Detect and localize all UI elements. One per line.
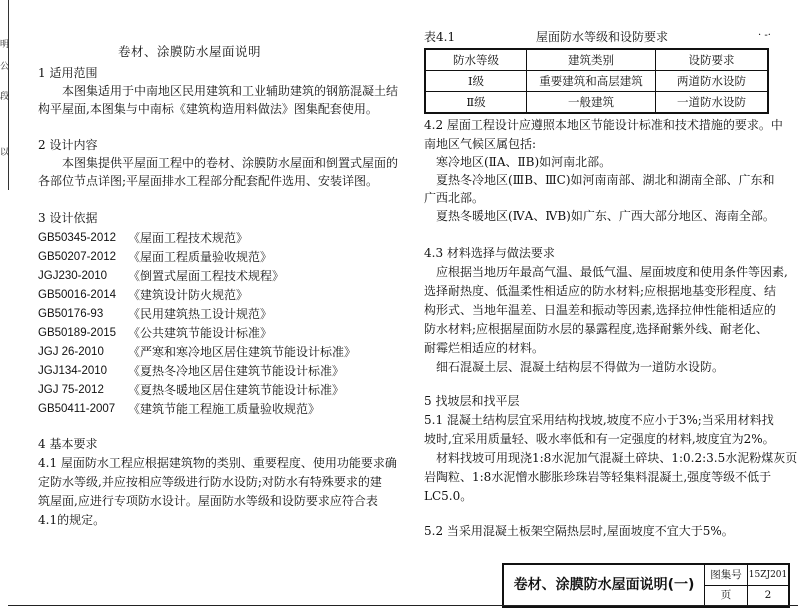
spec-code: JGJ 75-2012 [38, 384, 104, 396]
paragraph-line: 筑屋面,应进行专项防水设计。屋面防水等级和设防要求应符合表 [38, 494, 378, 508]
edge-mark: 公 [0, 62, 10, 72]
title-block-title: 卷材、涂膜防水屋面说明(一) [504, 565, 705, 606]
atlas-no-value: 15ZJ201 [748, 570, 788, 580]
section-heading: 4 基本要求 [38, 437, 98, 451]
paragraph-line: 选择耐热度、低温柔性相适应的防水材料;应根据地基变形程度、结 [424, 284, 777, 298]
spec-code: GB50176-93 [38, 308, 104, 320]
corner-mark: · -· [758, 30, 771, 41]
table-cell: Ⅰ级 [425, 71, 527, 92]
paragraph-line: 4.2 屋面工程设计应遵照本地区节能设计标准和技术措施的要求。中 [424, 118, 783, 132]
waterproof-grade-table [424, 48, 769, 114]
table-row [425, 71, 768, 92]
spec-code: JGJ230-2010 [38, 270, 108, 282]
paragraph-line: 5.1 混凝土结构层宜采用结构找坡,坡度不应小于3%;当采用材料找 [424, 413, 774, 427]
table-header: 设防要求 [656, 49, 769, 71]
paragraph-line: 寒冷地区(ⅡA、ⅡB)如河南北部。 [436, 155, 612, 169]
paragraph-line: 本图集适用于中南地区民用建筑和工业辅助建筑的钢筋混凝土结 [62, 84, 399, 98]
paragraph-line: 定防水等级,并应按相应等级进行防水设防;对防水有特殊要求的建 [38, 475, 382, 489]
frame-line [8, 605, 798, 606]
spec-name: 《民用建筑热工设计规范》 [128, 307, 273, 321]
paragraph-line: 坡时,宜采用质量轻、吸水率低和有一定强度的材料,坡度宜为2%。 [424, 432, 775, 446]
paragraph-line: 5.2 当采用混凝土板架空隔热层时,屋面坡度不宜大于5%。 [424, 524, 734, 538]
edge-mark: 明 [0, 40, 10, 50]
table-cell: Ⅱ级 [425, 92, 527, 114]
page-title: 卷材、涂膜防水屋面说明 [118, 44, 262, 59]
paragraph-line: 构平屋面,本图集与中南标《建筑构造用料做法》图集配套使用。 [38, 102, 378, 116]
spec-name: 《屋面工程质量验收规范》 [128, 250, 273, 264]
paragraph-line: 本图集提供平屋面工程中的卷材、涂膜防水屋面和倒置式屋面的 [62, 156, 399, 170]
page-number: 2 [764, 589, 772, 601]
paragraph-line: 构形式、当地年温差、日温差和振动等因素,选择拉伸性能相适应的 [424, 303, 776, 317]
table-caption-id: 表4.1 [424, 30, 456, 44]
paragraph-line: 应根据当地历年最高气温、最低气温、屋面坡度和使用条件等因素, [436, 265, 788, 279]
table-header: 防水等级 [425, 49, 527, 71]
table-caption-title: 屋面防水等级和设防要求 [536, 30, 669, 44]
section-heading: 5 找坡层和找平层 [424, 394, 520, 408]
spec-code: GB50016-2014 [38, 289, 117, 301]
section-heading: 1 适用范围 [38, 66, 98, 80]
paragraph-line: 细石混凝土层、混凝土结构层不得做为一道防水设防。 [436, 360, 725, 374]
paragraph-line: 广西北部。 [424, 191, 485, 205]
paragraph-line: 4.1的规定。 [38, 513, 106, 527]
table-header: 建筑类别 [527, 49, 656, 71]
section-heading: 2 设计内容 [38, 138, 98, 152]
paragraph-line: 材料找坡可用现浇1:8水泥加气混凝土碎块、1:0.2:3.5水泥粉煤灰页 [436, 451, 798, 465]
spec-code: GB50207-2012 [38, 251, 117, 263]
table-cell: 重要建筑和高层建筑 [527, 71, 656, 92]
spec-name: 《严寒和寒冷地区居住建筑节能设计标准》 [128, 345, 357, 359]
section-heading: 3 设计依据 [38, 211, 98, 225]
paragraph-line: 耐霉烂相适应的材料。 [424, 341, 545, 355]
paragraph-line: 夏热冬暖地区(ⅣA、ⅣB)如广东、广西大部分地区、海南全部。 [436, 209, 775, 223]
spec-code: GB50189-2015 [38, 327, 117, 339]
page-label: 页 [720, 589, 732, 601]
table-row [425, 92, 768, 114]
paragraph-line: 各部位节点详图;平屋面排水工程部分配套配件选用、安装详图。 [38, 174, 379, 188]
edge-mark: 以 [0, 148, 10, 158]
paragraph-line: 夏热冬冷地区(ⅢB、ⅢC)如河南南部、湖北和湖南全部、广东和 [436, 173, 775, 187]
title-block [502, 563, 790, 608]
spec-name: 《建筑设计防火规范》 [128, 288, 249, 302]
table-header-row [425, 49, 768, 71]
spec-name: 《屋面工程技术规范》 [128, 231, 249, 245]
edge-mark: 段 [0, 92, 10, 102]
table-cell: 一般建筑 [527, 92, 656, 114]
paragraph-line: LC5.0。 [424, 489, 473, 503]
table-cell: 一道防水设防 [656, 92, 769, 114]
paragraph-line: 4.1 屋面防水工程应根据建筑物的类别、重要程度、使用功能要求确 [38, 456, 397, 470]
paragraph-line: 防水材料;应根据屋面防水层的暴露程度,选择耐紫外线、耐老化、 [424, 322, 768, 336]
spec-name: 《倒置式屋面工程技术规程》 [128, 269, 285, 283]
spec-code: JGJ134-2010 [38, 365, 108, 377]
paragraph-line: 岩陶粒、1:8水泥憎水膨胀珍珠岩等轻集料混凝土,强度等级不低于 [424, 470, 772, 484]
atlas-no-label: 图集号 [710, 569, 742, 581]
spec-code: JGJ 26-2010 [38, 346, 104, 358]
table-cell: 两道防水设防 [656, 71, 769, 92]
paragraph-line: 南地区气候区属包括: [424, 137, 537, 151]
spec-name: 《建筑节能工程施工质量验收规范》 [128, 402, 321, 416]
spec-name: 《夏热冬冷地区居住建筑节能设计标准》 [128, 364, 345, 378]
spec-name: 《夏热冬暖地区居住建筑节能设计标准》 [128, 383, 345, 397]
section-heading: 4.3 材料选择与做法要求 [424, 246, 555, 260]
spec-code: GB50411-2007 [38, 403, 116, 415]
spec-code: GB50345-2012 [38, 232, 117, 244]
spec-name: 《公共建筑节能设计标准》 [128, 326, 273, 340]
